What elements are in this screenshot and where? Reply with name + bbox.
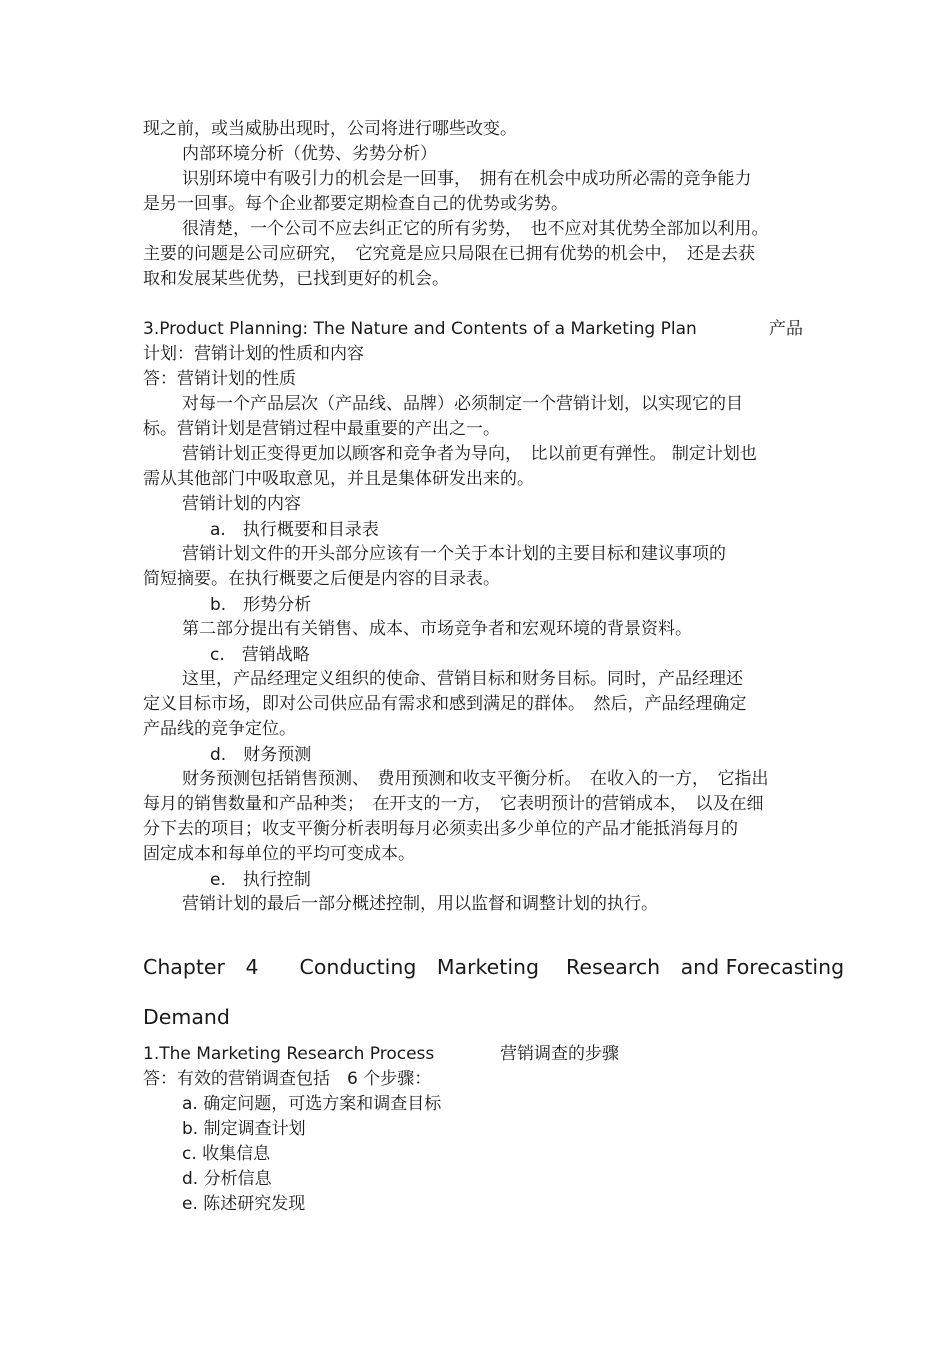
paragraph-line: 营销计划正变得更加以顾客和竞争者为导向， 比以前更有弹性。 制定计划也 bbox=[182, 444, 757, 464]
paragraph-line: 对每一个产品层次（产品线、品牌）必须制定一个营销计划，以实现它的目 bbox=[182, 394, 743, 414]
paragraph-line: 识别环境中有吸引力的机会是一回事， 拥有在机会中成功所必需的竞争能力 bbox=[182, 169, 752, 189]
list-item: b. 制定调查计划 bbox=[182, 1119, 306, 1139]
list-item: e. 陈述研究发现 bbox=[182, 1194, 306, 1214]
paragraph-line: 取和发展某些优势，已找到更好的机会。 bbox=[143, 269, 449, 289]
paragraph-line: 第二部分提出有关销售、成本、市场竞争者和宏观环境的背景资料。 bbox=[182, 619, 692, 639]
paragraph-line: 营销计划的最后一部分概述控制，用以监督和调整计划的执行。 bbox=[182, 894, 658, 914]
section-heading: 营销计划的内容 bbox=[182, 494, 301, 514]
question-heading: 1.The Marketing Research Process bbox=[143, 1044, 435, 1064]
list-item: a. 执行概要和目录表 bbox=[210, 520, 379, 540]
chapter-title: Demand bbox=[143, 1005, 230, 1029]
paragraph-line: 产品线的竞争定位。 bbox=[143, 719, 296, 739]
paragraph-line: 这里，产品经理定义组织的使命、营销目标和财务目标。同时，产品经理还 bbox=[182, 669, 743, 689]
list-item: d. 财务预测 bbox=[210, 745, 312, 765]
paragraph-line: 很清楚，一个公司不应去纠正它的所有劣势， 也不应对其优势全部加以利用。 bbox=[182, 219, 769, 239]
list-item: c. 收集信息 bbox=[182, 1144, 271, 1164]
paragraph-line: 现之前，或当威胁出现时，公司将进行哪些改变。 bbox=[143, 119, 517, 139]
answer-line: 答：营销计划的性质 bbox=[143, 369, 296, 389]
paragraph-line: 分下去的项目；收支平衡分析表明每月必须卖出多少单位的产品才能抵消每月的 bbox=[143, 819, 738, 839]
list-item: d. 分析信息 bbox=[182, 1169, 272, 1189]
paragraph-line: 简短摘要。在执行概要之后便是内容的目录表。 bbox=[143, 569, 500, 589]
paragraph-line: 财务预测包括销售预测、 费用预测和收支平衡分析。 在收入的一方， 它指出 bbox=[182, 769, 769, 789]
question-heading-cn: 营销调查的步骤 bbox=[500, 1044, 619, 1064]
paragraph-line: 是另一回事。每个企业都要定期检查自己的优势或劣势。 bbox=[143, 194, 568, 214]
paragraph-line: 需从其他部门中吸取意见，并且是集体研发出来的。 bbox=[143, 469, 534, 489]
list-item: a. 确定问题，可选方案和调查目标 bbox=[182, 1094, 442, 1114]
question-heading-cn: 产品 bbox=[769, 319, 803, 339]
list-item: e. 执行控制 bbox=[210, 870, 311, 890]
question-heading-cn: 计划：营销计划的性质和内容 bbox=[143, 344, 364, 364]
list-item: c. 营销战略 bbox=[210, 645, 310, 665]
paragraph-line: 营销计划文件的开头部分应该有一个关于本计划的主要目标和建议事项的 bbox=[182, 544, 726, 564]
paragraph-line: 固定成本和每单位的平均可变成本。 bbox=[143, 844, 415, 864]
paragraph-line: 标。营销计划是营销过程中最重要的产出之一。 bbox=[143, 419, 500, 439]
paragraph-line: 主要的问题是公司应研究， 它究竟是应只局限在已拥有优势的机会中， 还是去获 bbox=[143, 244, 755, 264]
paragraph-line: 定义目标市场，即对公司供应品有需求和感到满足的群体。 然后，产品经理确定 bbox=[143, 694, 747, 714]
chapter-title: Chapter 4 Conducting Marketing Research and Forecasting bbox=[143, 955, 845, 979]
list-item: b. 形势分析 bbox=[210, 595, 312, 615]
question-heading: 3.Product Planning: The Nature and Contents of a Marketing Plan bbox=[143, 319, 697, 339]
paragraph-line: 每月的销售数量和产品种类； 在开支的一方， 它表明预计的营销成本， 以及在细 bbox=[143, 794, 764, 814]
section-heading: 内部环境分析（优势、劣势分析） bbox=[182, 144, 437, 164]
answer-line: 答：有效的营销调查包括 6 个步骤： bbox=[143, 1069, 432, 1089]
